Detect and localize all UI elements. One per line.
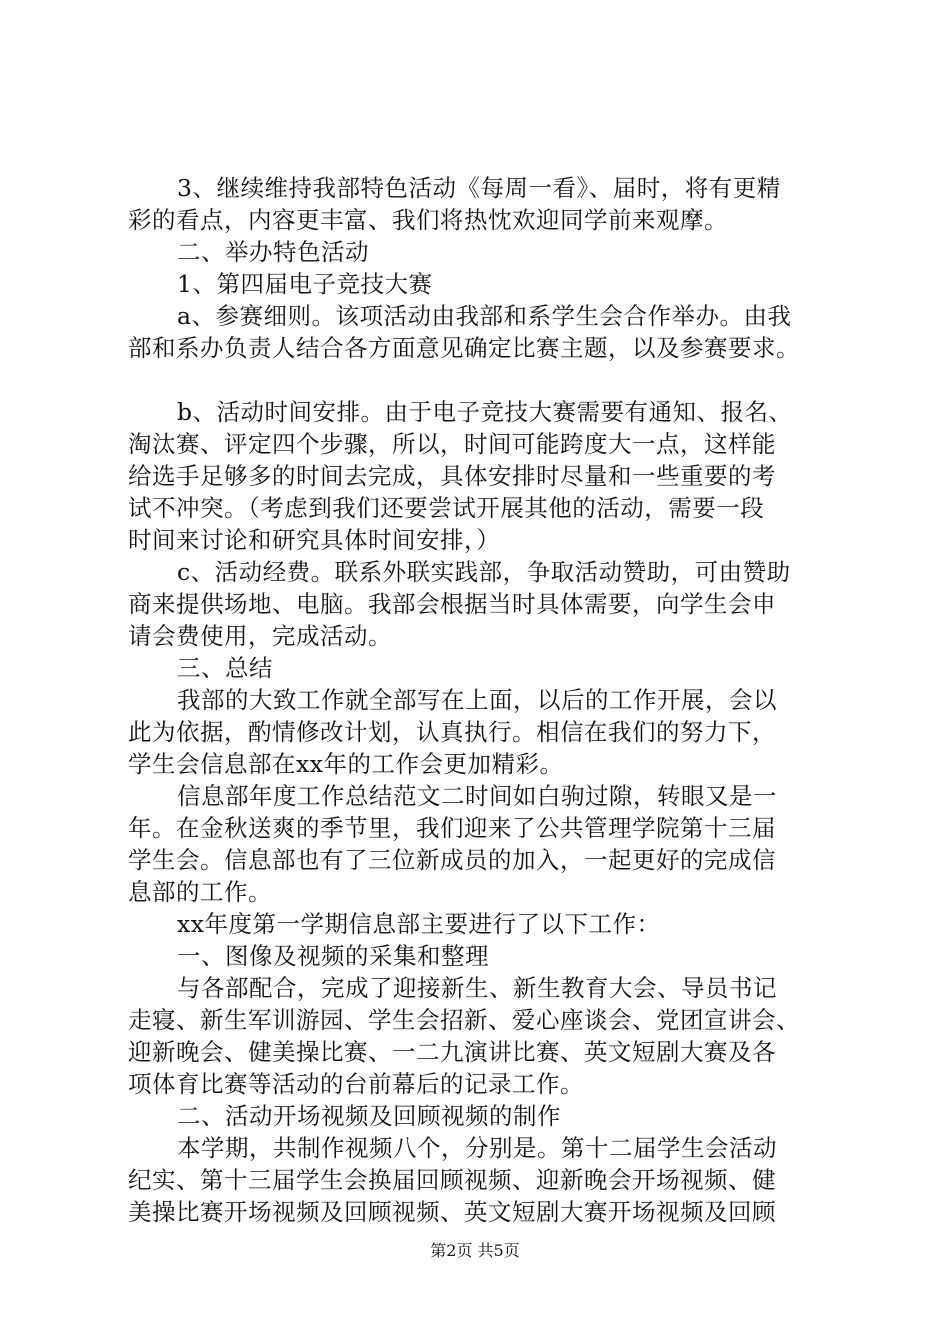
paragraph-line: 淘汰赛、评定四个步骤，所以，时间可能跨度大一点，这样能 (128, 430, 776, 458)
paragraph-line: 此为依据，酌情修改计划，认真执行。相信在我们的努力下， (128, 718, 776, 746)
section-heading: 二、活动开场视频及回顾视频的制作 (177, 1102, 561, 1130)
paragraph-line: 美操比赛开场视频及回顾视频、英文短剧大赛开场视频及回顾 (128, 1198, 776, 1226)
blank-line (128, 364, 838, 396)
paragraph-line: 本学期，共制作视频八个，分别是。第十二届学生会活动 (177, 1134, 777, 1162)
paragraph-line: 年。在金秋送爽的季节里，我们迎来了公共管理学院第十三届 (128, 814, 776, 842)
paragraph-line: 试不冲突。（考虑到我们还要尝试开展其他的活动，需要一段 (128, 494, 765, 522)
paragraph-line: 3、继续维持我部特色活动《每周一看》、届时，将有更精 (177, 174, 781, 202)
paragraph-line: 部和系办负责人结合各方面意见确定比赛主题，以及参赛要求。 (128, 334, 800, 362)
section-heading: 三、总结 (177, 654, 273, 682)
paragraph-line: 信息部年度工作总结范文二时间如白驹过隙，转眼又是一 (177, 782, 777, 810)
paragraph-line: 请会费使用，完成活动。 (128, 622, 392, 650)
section-heading: 一、图像及视频的采集和整理 (177, 942, 489, 970)
paragraph-line: 彩的看点，内容更丰富、我们将热忱欢迎同学前来观摩。 (128, 206, 728, 234)
paragraph-line: b、活动时间安排。由于电子竞技大赛需要有通知、报名、 (177, 398, 793, 426)
paragraph-line: 息部的工作。 (128, 878, 272, 906)
paragraph-line: 与各部配合，完成了迎接新生、新生教育大会、导员书记 (177, 974, 777, 1002)
paragraph-line: c、活动经费。联系外联实践部，争取活动赞助，可由赞助 (177, 558, 791, 586)
paragraph-line: a、参赛细则。该项活动由我部和系学生会合作举办。由我 (177, 302, 792, 330)
paragraph-line: 项体育比赛等活动的台前幕后的记录工作。 (128, 1070, 584, 1098)
paragraph-line: 学生会信息部在xx年的工作会更加精彩。 (128, 750, 564, 778)
paragraph-line: xx年度第一学期信息部主要进行了以下工作： (177, 910, 661, 938)
paragraph-line: 纪实、第十三届学生会换届回顾视频、迎新晚会开场视频、健 (128, 1166, 776, 1194)
section-heading: 二、举办特色活动 (177, 238, 369, 266)
paragraph-line: 迎新晚会、健美操比赛、一二九演讲比赛、英文短剧大赛及各 (128, 1038, 776, 1066)
paragraph-line: 给选手足够多的时间去完成，具体安排时尽量和一些重要的考 (128, 462, 776, 490)
paragraph-line: 时间来讨论和研究具体时间安排，） (128, 526, 501, 554)
paragraph-line: 我部的大致工作就全部写在上面，以后的工作开展，会以 (177, 686, 777, 714)
page-number-footer: 第2页 共5页 (430, 1241, 520, 1260)
document-body (128, 172, 838, 1228)
paragraph-line: 学生会。信息部也有了三位新成员的加入，一起更好的完成信 (128, 846, 776, 874)
paragraph-line: 商来提供场地、电脑。我部会根据当时具体需要，向学生会申 (128, 590, 776, 618)
paragraph-line: 走寝、新生军训游园、学生会招新、爱心座谈会、党团宣讲会、 (128, 1006, 800, 1034)
subsection-heading: 1、第四届电子竞技大赛 (177, 270, 433, 298)
